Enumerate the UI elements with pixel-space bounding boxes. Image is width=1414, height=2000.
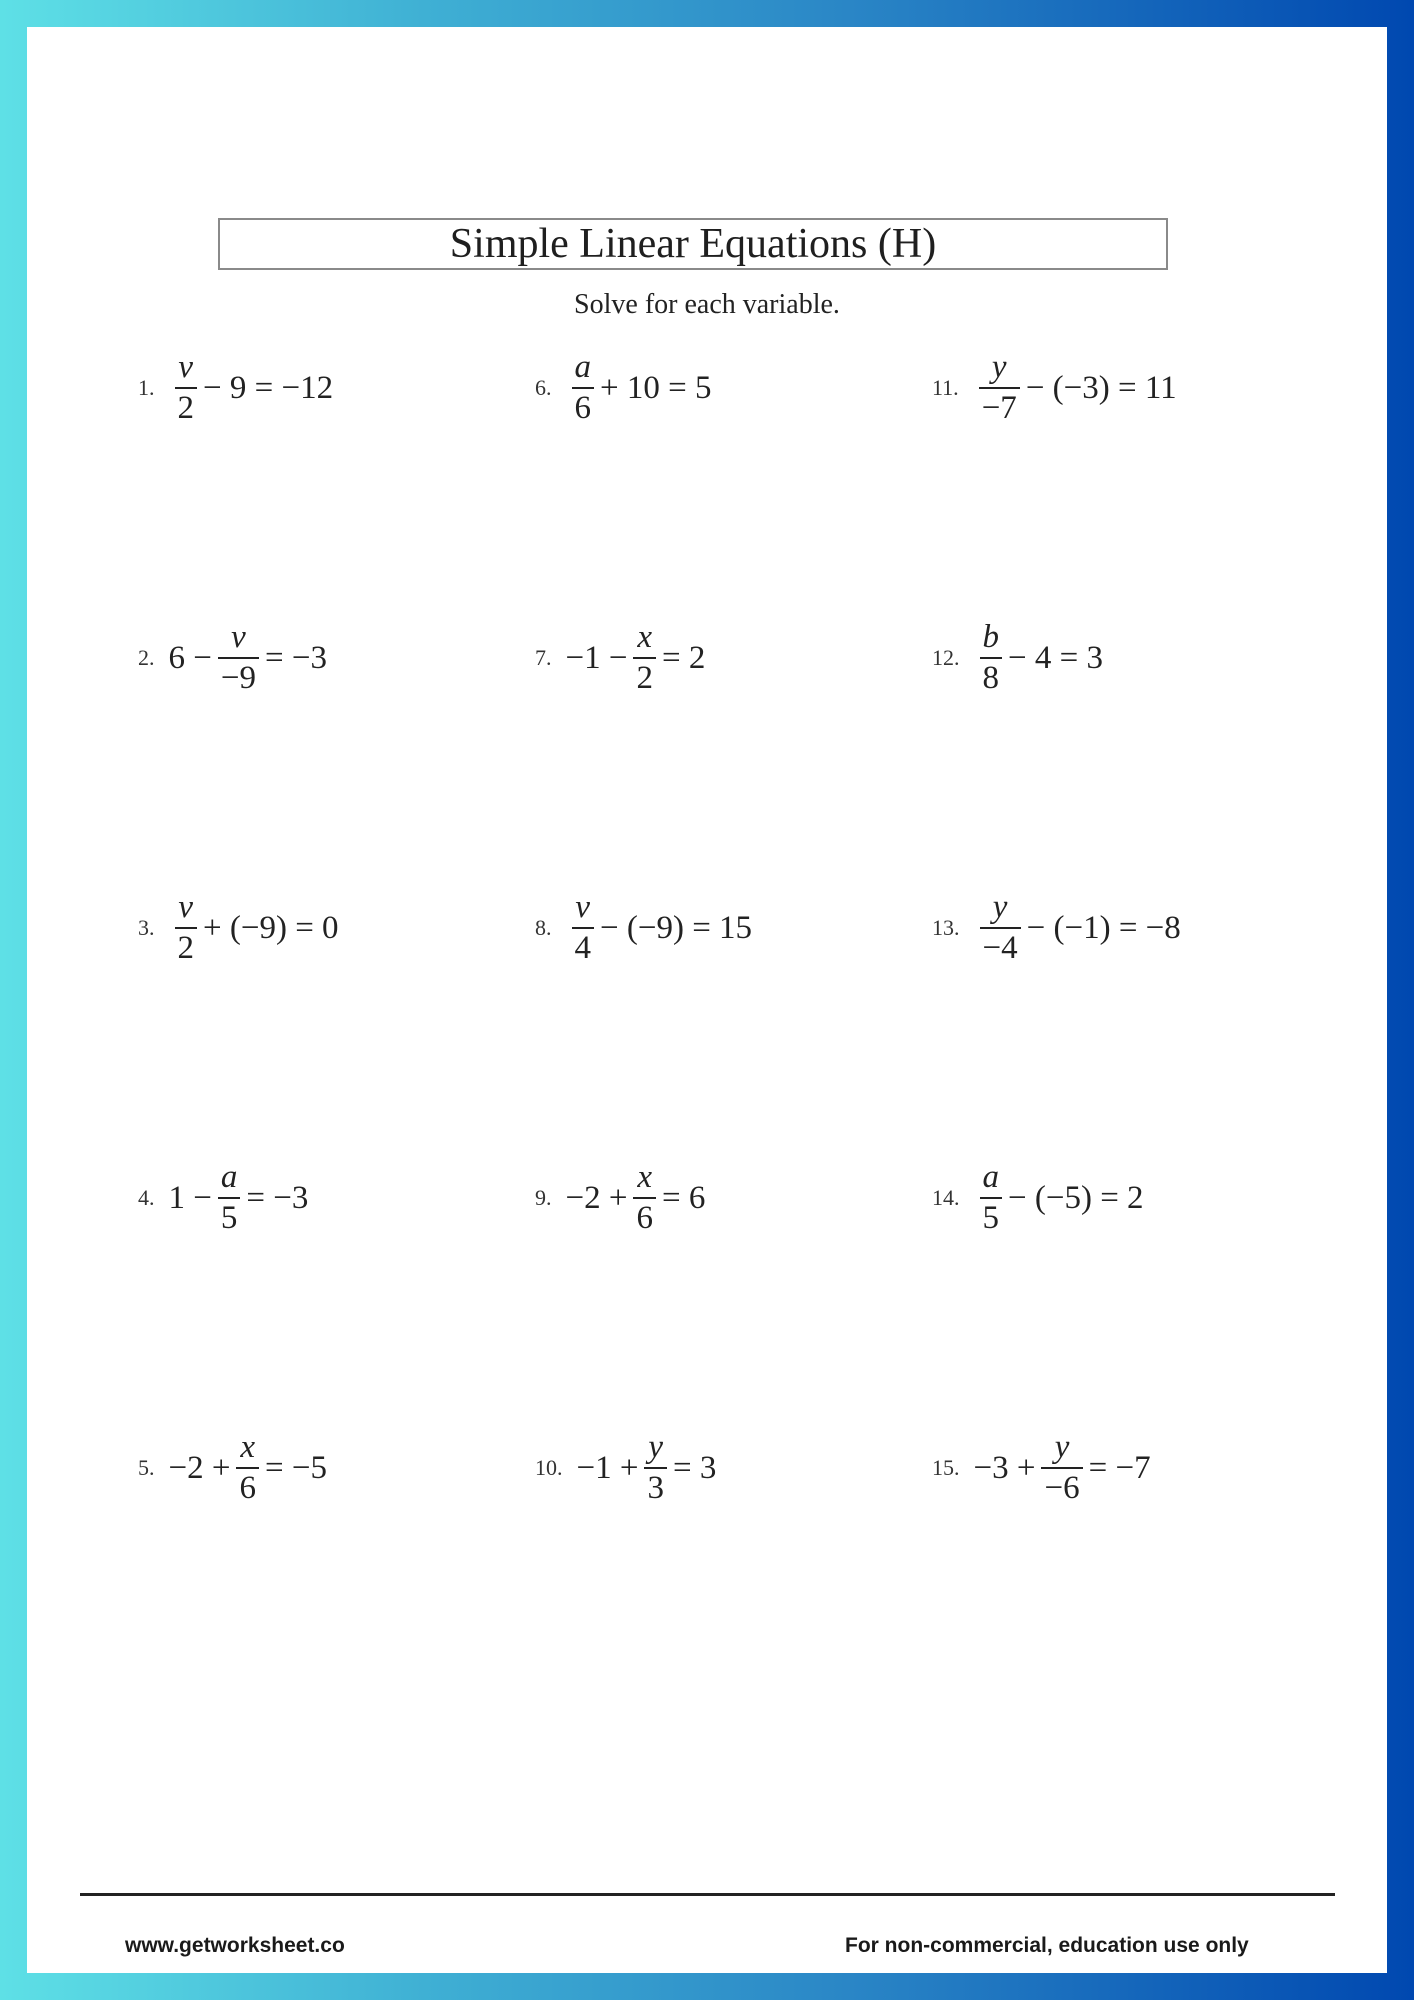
equation-suffix: − (−1) = −8 xyxy=(1026,909,1181,946)
fraction-denominator: 5 xyxy=(218,1197,241,1235)
problem-number: 6. xyxy=(535,375,552,400)
problem-number: 14. xyxy=(932,1185,960,1210)
footer-notice: For non-commercial, education use only xyxy=(845,1934,1249,1957)
equation-prefix: 1 − xyxy=(168,1179,212,1216)
fraction-denominator: −7 xyxy=(979,387,1020,425)
fraction-numerator: y xyxy=(991,349,1007,385)
problem-15 xyxy=(932,1431,1153,1505)
problem-13 xyxy=(932,891,1183,965)
fraction-denominator: 2 xyxy=(175,387,198,425)
problem-8 xyxy=(535,891,754,965)
fraction-denominator: 3 xyxy=(644,1467,667,1505)
problem-5 xyxy=(138,1431,329,1505)
fraction xyxy=(572,351,595,425)
fraction-numerator: a xyxy=(220,1159,238,1195)
fraction xyxy=(980,1161,1003,1235)
fraction-denominator: 6 xyxy=(236,1467,259,1505)
fraction xyxy=(633,621,656,695)
equation-suffix: + 10 = 5 xyxy=(600,369,712,406)
fraction-numerator: v xyxy=(575,889,591,925)
fraction xyxy=(175,351,198,425)
problem-2 xyxy=(138,621,329,695)
fraction-denominator: −6 xyxy=(1041,1467,1082,1505)
fraction-numerator: a xyxy=(574,349,591,385)
equation-suffix: = −3 xyxy=(265,639,327,676)
problem-number: 5. xyxy=(138,1455,155,1480)
problem-number: 4. xyxy=(138,1185,155,1210)
problem-number: 13. xyxy=(932,915,960,940)
problem-number: 2. xyxy=(138,645,155,670)
worksheet-page xyxy=(27,27,1387,1973)
equation-suffix: = 6 xyxy=(661,1179,706,1216)
equation-suffix: − (−9) = 15 xyxy=(600,909,753,946)
problem-number: 1. xyxy=(138,375,155,400)
problem-number: 12. xyxy=(932,645,960,670)
equation-prefix: 6 − xyxy=(168,639,212,676)
fraction-numerator: y xyxy=(992,889,1008,925)
fraction-numerator: v xyxy=(178,889,194,925)
footer-website: www.getworksheet.co xyxy=(125,1934,345,1957)
fraction-denominator: 8 xyxy=(980,657,1003,695)
problem-10 xyxy=(535,1431,718,1505)
fraction-denominator: −9 xyxy=(218,657,259,695)
fraction xyxy=(175,891,198,965)
instructions: Solve for each variable. xyxy=(574,289,840,320)
fraction-denominator: 5 xyxy=(980,1197,1003,1235)
footer-divider xyxy=(80,1893,1335,1896)
equation-prefix: −3 + xyxy=(973,1449,1036,1486)
equation-prefix: −2 + xyxy=(168,1449,231,1486)
problem-11 xyxy=(932,351,1179,425)
equation-suffix: − (−3) = 11 xyxy=(1025,369,1177,406)
equation-prefix: −1 − xyxy=(565,639,628,676)
fraction xyxy=(644,1431,667,1505)
problem-number: 8. xyxy=(535,915,552,940)
fraction xyxy=(633,1161,656,1235)
fraction xyxy=(980,621,1003,695)
problem-number: 7. xyxy=(535,645,552,670)
fraction-denominator: 2 xyxy=(175,927,198,965)
fraction-numerator: v xyxy=(178,349,194,385)
equation-suffix: − 4 = 3 xyxy=(1008,639,1103,676)
problem-9 xyxy=(535,1161,707,1235)
fraction xyxy=(218,1161,241,1235)
fraction-numerator: b xyxy=(982,619,999,655)
fraction-numerator: x xyxy=(240,1429,256,1465)
problem-7 xyxy=(535,621,707,695)
fraction xyxy=(1041,1431,1082,1505)
equation-suffix: − 9 = −12 xyxy=(203,369,334,406)
worksheet-title: Simple Linear Equations (H) xyxy=(218,218,1168,270)
problem-number: 11. xyxy=(932,375,959,400)
equation-suffix: − (−5) = 2 xyxy=(1008,1179,1144,1216)
fraction-numerator: y xyxy=(1054,1429,1070,1465)
fraction-denominator: 6 xyxy=(572,387,595,425)
problem-number: 10. xyxy=(535,1455,563,1480)
fraction xyxy=(979,351,1020,425)
fraction-denominator: 6 xyxy=(633,1197,656,1235)
equation-suffix: = −5 xyxy=(264,1449,327,1486)
fraction xyxy=(236,1431,259,1505)
fraction-numerator: x xyxy=(637,1159,653,1195)
fraction-numerator: a xyxy=(982,1159,999,1195)
fraction-denominator: 2 xyxy=(633,657,656,695)
problem-number: 15. xyxy=(932,1455,960,1480)
problem-12 xyxy=(932,621,1105,695)
fraction xyxy=(572,891,595,965)
fraction-numerator: y xyxy=(648,1429,664,1465)
problem-number: 3. xyxy=(138,915,155,940)
equation-prefix: −1 + xyxy=(576,1449,639,1486)
equation-suffix: + (−9) = 0 xyxy=(203,909,339,946)
fraction-denominator: −4 xyxy=(980,927,1021,965)
problem-14 xyxy=(932,1161,1146,1235)
fraction xyxy=(980,891,1021,965)
problem-3 xyxy=(138,891,341,965)
fraction-numerator: v xyxy=(231,619,246,655)
equation-prefix: −2 + xyxy=(565,1179,628,1216)
problem-4 xyxy=(138,1161,310,1235)
fraction-denominator: 4 xyxy=(572,927,595,965)
fraction-numerator: x xyxy=(637,619,653,655)
problem-number: 9. xyxy=(535,1185,552,1210)
equation-suffix: = 3 xyxy=(672,1449,717,1486)
problem-1 xyxy=(138,351,335,425)
equation-suffix: = 2 xyxy=(661,639,706,676)
equation-suffix: = −3 xyxy=(246,1179,309,1216)
equation-suffix: = −7 xyxy=(1088,1449,1151,1486)
fraction xyxy=(218,621,259,695)
problem-6 xyxy=(535,351,713,425)
